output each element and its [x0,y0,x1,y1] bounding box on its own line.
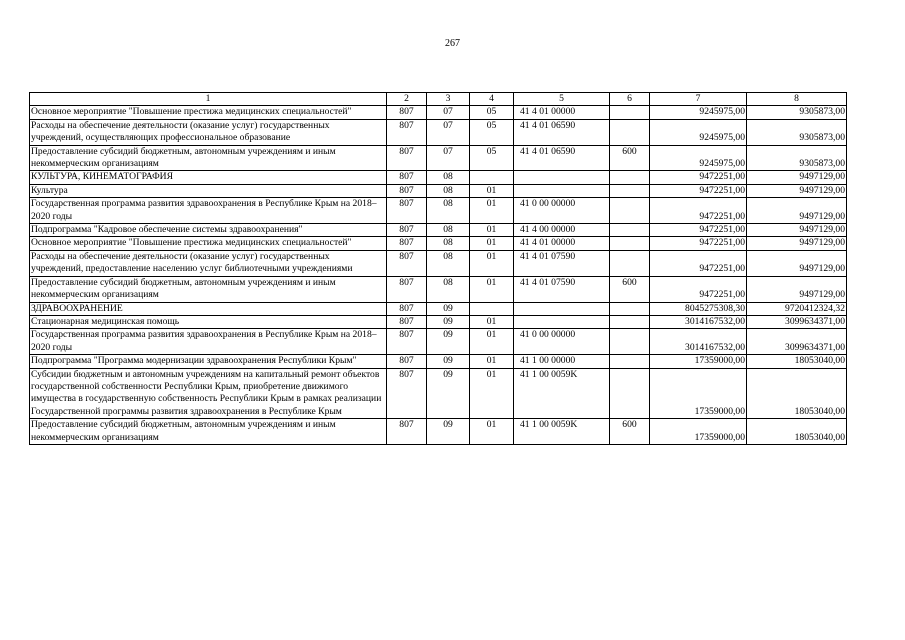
amount-year1-cell: 9472251,00 [650,171,747,184]
row-name-cell: Подпрограмма "Кадровое обеспечение системы здравоохранения" [30,224,387,237]
section-code-cell: 09 [427,355,470,368]
row-name-cell: Государственная программа развития здравоохранения в Республике Крым на 2018–2020 годы [30,329,387,355]
section-code-cell: 09 [427,419,470,445]
column-header-4: 4 [470,93,514,106]
amount-year1-cell: 9245975,00 [650,106,747,119]
amount-year2-cell: 9720412324,32 [747,302,847,315]
section-code-cell: 07 [427,106,470,119]
amount-year2-cell: 9497129,00 [747,250,847,276]
table-row [30,145,847,171]
row-name-cell: Предоставление субсидий бюджетным, автономным учреждениям и иным некоммерческим организациям [30,276,387,302]
amount-year1-cell: 17359000,00 [650,355,747,368]
target-article-cell: 41 4 00 00000 [514,224,610,237]
column-header-7: 7 [650,93,747,106]
column-header-2: 2 [387,93,427,106]
table-body [30,106,847,445]
amount-year1-cell: 9245975,00 [650,119,747,145]
table-row [30,315,847,328]
chapter-code-cell: 807 [387,145,427,171]
expense-type-cell [610,184,650,197]
section-code-cell: 08 [427,184,470,197]
expense-type-cell [610,106,650,119]
section-code-cell: 09 [427,315,470,328]
target-article-cell: 41 4 01 00000 [514,237,610,250]
amount-year1-cell: 17359000,00 [650,368,747,419]
chapter-code-cell: 807 [387,198,427,224]
expense-type-cell [610,329,650,355]
table-row [30,106,847,119]
row-name-cell: Расходы на обеспечение деятельности (оказание услуг) государственных учреждений, осуществляющих профессиональное образование [30,119,387,145]
subsection-code-cell: 05 [470,106,514,119]
target-article-cell: 41 1 00 00000 [514,355,610,368]
subsection-code-cell: 01 [470,329,514,355]
table-row [30,302,847,315]
row-name-cell: Подпрограмма "Программа модернизации здравоохранения Республики Крым" [30,355,387,368]
section-code-cell: 09 [427,302,470,315]
amount-year1-cell: 9472251,00 [650,276,747,302]
budget-table [29,92,847,445]
chapter-code-cell: 807 [387,355,427,368]
section-code-cell: 08 [427,276,470,302]
amount-year2-cell: 9305873,00 [747,145,847,171]
chapter-code-cell: 807 [387,119,427,145]
amount-year2-cell: 9497129,00 [747,198,847,224]
section-code-cell: 09 [427,329,470,355]
target-article-cell [514,171,610,184]
subsection-code-cell [470,302,514,315]
expense-type-cell [610,250,650,276]
amount-year2-cell: 9497129,00 [747,184,847,197]
table-row [30,368,847,419]
amount-year1-cell: 9472251,00 [650,237,747,250]
amount-year2-cell: 9497129,00 [747,224,847,237]
amount-year2-cell: 3099634371,00 [747,315,847,328]
target-article-cell: 41 4 01 00000 [514,106,610,119]
subsection-code-cell: 05 [470,119,514,145]
amount-year1-cell: 17359000,00 [650,419,747,445]
target-article-cell: 41 4 01 06590 [514,119,610,145]
row-name-cell: ЗДРАВООХРАНЕНИЕ [30,302,387,315]
row-name-cell: Стационарная медицинская помощь [30,315,387,328]
subsection-code-cell: 01 [470,237,514,250]
expense-type-cell: 600 [610,145,650,171]
amount-year2-cell: 9305873,00 [747,106,847,119]
expense-type-cell [610,302,650,315]
target-article-cell: 41 4 01 07590 [514,276,610,302]
chapter-code-cell: 807 [387,368,427,419]
subsection-code-cell: 01 [470,315,514,328]
expense-type-cell [610,119,650,145]
target-article-cell [514,315,610,328]
section-code-cell: 08 [427,237,470,250]
row-name-cell: Предоставление субсидий бюджетным, автономным учреждениям и иным некоммерческим организациям [30,419,387,445]
section-code-cell: 08 [427,224,470,237]
chapter-code-cell: 807 [387,276,427,302]
target-article-cell: 41 4 01 06590 [514,145,610,171]
table-row [30,171,847,184]
amount-year2-cell: 18053040,00 [747,368,847,419]
table-row [30,198,847,224]
target-article-cell [514,184,610,197]
row-name-cell: Расходы на обеспечение деятельности (оказание услуг) государственных учреждений, предоставление населению услуг библиотечными учреждениями [30,250,387,276]
chapter-code-cell: 807 [387,315,427,328]
row-name-cell: Предоставление субсидий бюджетным, автономным учреждениям и иным некоммерческим организациям [30,145,387,171]
table-row [30,184,847,197]
amount-year1-cell: 8045275308,30 [650,302,747,315]
column-header-1: 1 [30,93,387,106]
target-article-cell: 41 1 00 0059K [514,368,610,419]
table-row [30,329,847,355]
target-article-cell: 41 1 00 0059K [514,419,610,445]
chapter-code-cell: 807 [387,184,427,197]
row-name-cell: Основное мероприятие "Повышение престижа медицинских специальностей" [30,106,387,119]
amount-year1-cell: 9472251,00 [650,198,747,224]
table-row [30,250,847,276]
table-row [30,419,847,445]
subsection-code-cell: 01 [470,368,514,419]
amount-year2-cell: 9305873,00 [747,119,847,145]
subsection-code-cell: 01 [470,198,514,224]
expense-type-cell [610,237,650,250]
row-name-cell: Государственная программа развития здравоохранения в Республике Крым на 2018–2020 годы [30,198,387,224]
subsection-code-cell: 01 [470,250,514,276]
section-code-cell: 08 [427,250,470,276]
amount-year1-cell: 9245975,00 [650,145,747,171]
chapter-code-cell: 807 [387,224,427,237]
subsection-code-cell: 01 [470,355,514,368]
table-row [30,119,847,145]
target-article-cell: 41 0 00 00000 [514,198,610,224]
amount-year2-cell: 18053040,00 [747,355,847,368]
page-number: 267 [445,38,460,49]
chapter-code-cell: 807 [387,419,427,445]
table-row [30,276,847,302]
column-header-8: 8 [747,93,847,106]
table-row [30,224,847,237]
expense-type-cell [610,198,650,224]
chapter-code-cell: 807 [387,237,427,250]
target-article-cell: 41 0 00 00000 [514,329,610,355]
section-code-cell: 09 [427,368,470,419]
chapter-code-cell: 807 [387,250,427,276]
amount-year1-cell: 3014167532,00 [650,329,747,355]
chapter-code-cell: 807 [387,171,427,184]
chapter-code-cell: 807 [387,329,427,355]
column-header-6: 6 [610,93,650,106]
expense-type-cell [610,355,650,368]
row-name-cell: Основное мероприятие "Повышение престижа медицинских специальностей" [30,237,387,250]
row-name-cell: Культура [30,184,387,197]
row-name-cell: Субсидии бюджетным и автономным учреждениям на капитальный ремонт объектов государственной собственности Республики Крым, приобретение движимого имущества в государственную собственность Республики Крым в рамках реализации Государственной программы развития здравоохранения в Республике Крым [30,368,387,419]
expense-type-cell: 600 [610,276,650,302]
expense-type-cell [610,171,650,184]
amount-year1-cell: 9472251,00 [650,184,747,197]
column-header-5: 5 [514,93,610,106]
amount-year1-cell: 9472251,00 [650,224,747,237]
row-name-cell: КУЛЬТУРА, КИНЕМАТОГРАФИЯ [30,171,387,184]
table-header [30,93,847,106]
amount-year2-cell: 9497129,00 [747,237,847,250]
table-row [30,237,847,250]
amount-year1-cell: 3014167532,00 [650,315,747,328]
amount-year2-cell: 18053040,00 [747,419,847,445]
amount-year2-cell: 9497129,00 [747,171,847,184]
subsection-code-cell: 01 [470,184,514,197]
table-row [30,355,847,368]
subsection-code-cell: 01 [470,276,514,302]
section-code-cell: 07 [427,119,470,145]
column-header-3: 3 [427,93,470,106]
subsection-code-cell: 05 [470,145,514,171]
expense-type-cell: 600 [610,419,650,445]
section-code-cell: 08 [427,171,470,184]
expense-type-cell [610,315,650,328]
target-article-cell [514,302,610,315]
subsection-code-cell [470,171,514,184]
expense-type-cell [610,368,650,419]
subsection-code-cell: 01 [470,419,514,445]
subsection-code-cell: 01 [470,224,514,237]
chapter-code-cell: 807 [387,106,427,119]
target-article-cell: 41 4 01 07590 [514,250,610,276]
header-row [30,93,847,106]
amount-year1-cell: 9472251,00 [650,250,747,276]
chapter-code-cell: 807 [387,302,427,315]
expense-type-cell [610,224,650,237]
section-code-cell: 07 [427,145,470,171]
amount-year2-cell: 9497129,00 [747,276,847,302]
section-code-cell: 08 [427,198,470,224]
amount-year2-cell: 3099634371,00 [747,329,847,355]
